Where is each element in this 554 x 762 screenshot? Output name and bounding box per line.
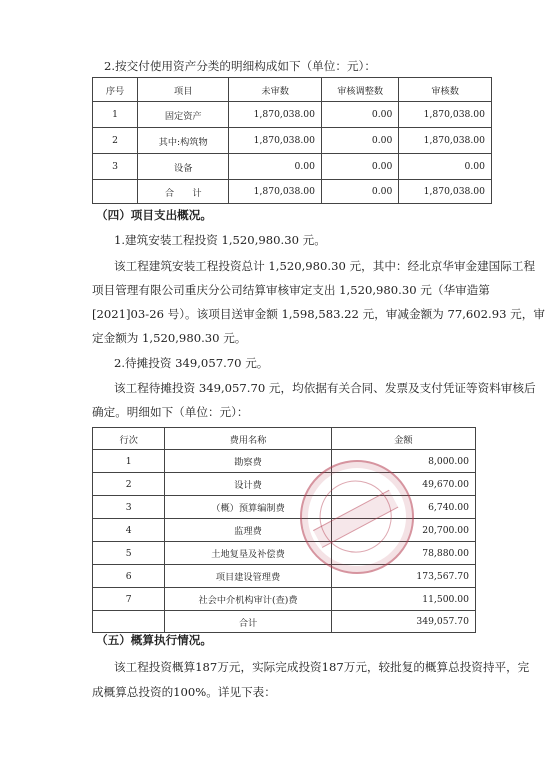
table-row [93,154,492,180]
col-header: 未审数 [229,78,322,102]
table-cell: 其中:构筑物 [138,128,229,154]
table-cell: 0.00 [229,154,322,180]
table-row [93,542,476,565]
asset-classification-table [92,77,492,204]
table-cell: 78,880.00 [331,542,475,565]
table-cell: 2 [93,128,138,154]
table-row [93,519,476,542]
col-header: 审核数 [399,78,492,102]
table-cell: 合计 [165,611,331,633]
paragraph-line: 项目管理有限公司重庆分公司结算审核审定支出 1,520,980.30 元（华审造第 [92,283,490,297]
table-cell [93,180,138,204]
table-cell: 项目建设管理费 [165,565,331,588]
table-cell: 1,870,038.00 [399,180,492,204]
table-cell: 1,870,038.00 [399,102,492,128]
section-5-heading: （五）概算执行情况。 [96,633,212,647]
table-cell: 勘察费 [165,450,331,473]
table-cell: 6,740.00 [331,496,475,519]
item-1-title: 1.建筑安装工程投资 1,520,980.30 元。 [114,233,326,247]
table-cell: 监理费 [165,519,331,542]
table-row [93,450,476,473]
paragraph-line: 该工程待摊投资 349,057.70 元，均依据有关合同、发票及支付凭证等资料审核后 [114,381,536,395]
col-header: 金额 [331,428,475,450]
table-cell: 设计费 [165,473,331,496]
table-row [93,128,492,154]
table-cell: 3 [93,154,138,180]
table-cell: 49,670.00 [331,473,475,496]
table-cell: 0.00 [321,180,398,204]
table-cell: 173,567.70 [331,565,475,588]
table-cell: 5 [93,542,165,565]
item-2-title: 2.待摊投资 349,057.70 元。 [114,356,269,370]
table-cell [93,611,165,633]
col-header: 序号 [93,78,138,102]
table-cell: 0.00 [321,154,398,180]
table-cell: 1,870,038.00 [229,128,322,154]
table-header-row [93,428,476,450]
table-cell: 7 [93,588,165,611]
table-cell: 0.00 [399,154,492,180]
table-row [93,588,476,611]
table-cell: 349,057.70 [331,611,475,633]
paragraph-line: 该工程投资概算187万元，实际完成投资187万元，较批复的概算总投资持平，完 [114,660,530,674]
paragraph-line: [2021]03-26 号）。该项目送审金额 1,598,583.22 元，审减金额为 77,602.93 元，审 [92,307,545,321]
col-header: 费用名称 [165,428,331,450]
table-cell: 20,700.00 [331,519,475,542]
table-cell: 土地复垦及补偿费 [165,542,331,565]
paragraph-line: 定金额为 1,520,980.30 元。 [92,331,247,345]
table-cell: 4 [93,519,165,542]
table-cell: 3 [93,496,165,519]
table-cell: 8,000.00 [331,450,475,473]
table-cell: 1,870,038.00 [399,128,492,154]
section-2-line: 2.按交付使用资产分类的明细构成如下（单位：元）： [104,59,376,73]
deferred-investment-table [92,427,476,633]
col-header: 项目 [138,78,229,102]
table-cell: 11,500.00 [331,588,475,611]
table-row [93,496,476,519]
table-cell: 设备 [138,154,229,180]
table-cell: 1 [93,450,165,473]
table-total-row [93,611,476,633]
section-4-heading: （四）项目支出概况。 [96,208,212,222]
table-total-row [93,180,492,204]
table-cell: 1,870,038.00 [229,180,322,204]
table-header-row [93,78,492,102]
table-row [93,565,476,588]
paragraph-line: 成概算总投资的100%。详见下表： [92,685,276,699]
table-cell: 合 计 [138,180,229,204]
table-cell: （概）预算编制费 [165,496,331,519]
table-cell: 2 [93,473,165,496]
table-cell: 固定资产 [138,102,229,128]
table-cell: 1,870,038.00 [229,102,322,128]
table-cell: 1 [93,102,138,128]
col-header: 审核调整数 [321,78,398,102]
paragraph-line: 确定。明细如下（单位：元）： [92,405,249,419]
table-row [93,473,476,496]
col-header: 行次 [93,428,165,450]
table-cell: 0.00 [321,128,398,154]
table-cell: 社会中介机构审计(查)费 [165,588,331,611]
paragraph-line: 该工程建筑安装工程投资总计 1,520,980.30 元，其中：经北京华审金建国际工程 [114,259,536,273]
table-cell: 0.00 [321,102,398,128]
table-cell: 6 [93,565,165,588]
table-row [93,102,492,128]
